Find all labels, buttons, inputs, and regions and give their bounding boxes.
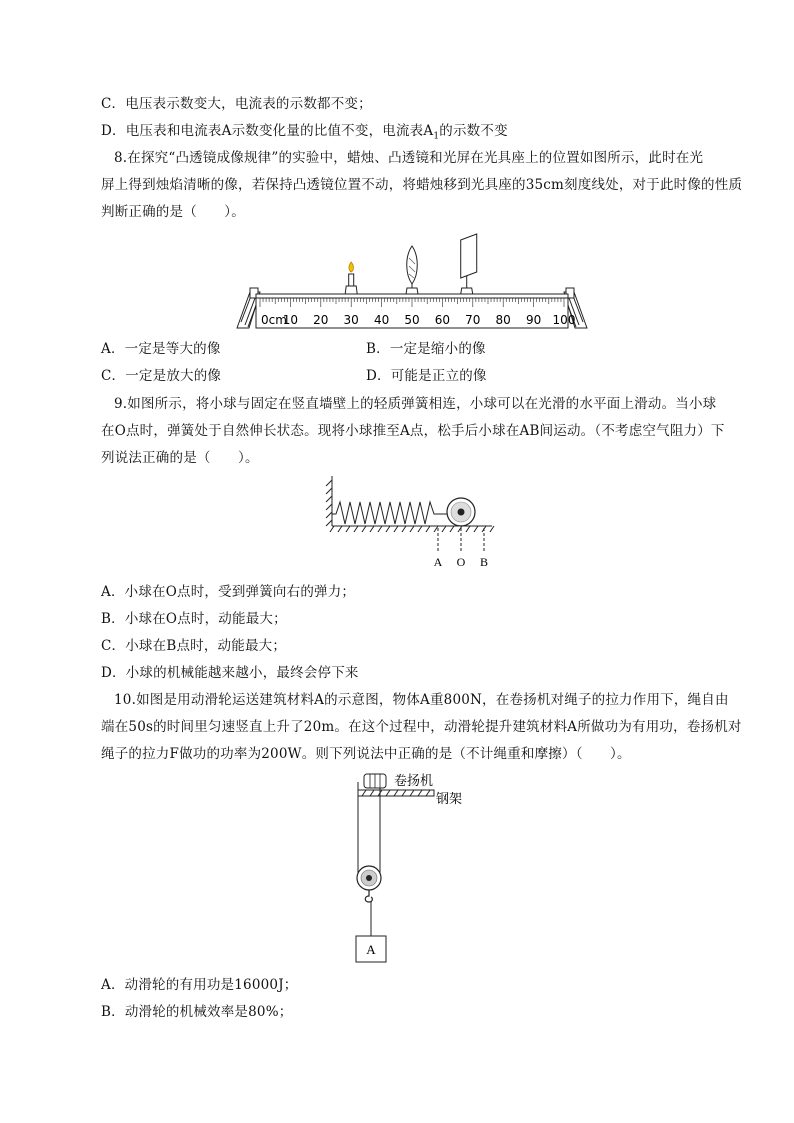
q7-option-c: C．电压表示数变大，电流表的示数都不变；	[101, 96, 372, 112]
ruler-label: 100	[552, 313, 576, 327]
wall	[326, 476, 332, 526]
q8-option-c: C．一定是放大的像	[101, 368, 222, 384]
q10-option-a: A．动滑轮的有用功是16000J；	[101, 977, 298, 993]
ruler-label: 40	[373, 313, 390, 327]
pulley-figure	[340, 770, 500, 965]
q9-stem-line2: 在O点时，弹簧处于自然伸长状态。现将小球推至A点，松手后小球在AB间运动。（不考虑空气阻力）下	[101, 423, 725, 439]
steel-frame	[358, 790, 434, 796]
label-b: B	[479, 555, 489, 569]
candle-icon	[345, 262, 357, 294]
ruler-label: 20	[313, 313, 329, 327]
ruler-label: 30	[343, 313, 359, 327]
q9-option-b: B．小球在O点时，动能最大；	[101, 611, 287, 627]
q8-option-d: D．可能是正立的像	[366, 368, 487, 384]
ruler-label: 50	[404, 313, 420, 327]
q7-option-d-subscript: 1	[433, 131, 440, 142]
q9-option-d: D．小球的机械能越来越小，最终会停下来	[101, 665, 359, 681]
q8-option-a: A．一定是等大的像	[101, 341, 221, 357]
q9-option-a: A．小球在O点时，受到弹簧向右的弹力；	[101, 584, 356, 600]
ball-icon	[447, 498, 475, 526]
q8-option-b: B．一定是缩小的像	[366, 341, 486, 357]
ruler-label: 10	[282, 313, 299, 327]
ruler-label: 0cm	[261, 313, 287, 327]
bench-rail	[256, 294, 568, 298]
movable-pulley-icon	[357, 866, 381, 890]
winch-label: 卷扬机	[394, 774, 434, 789]
q7-option-d-main: D．电压表和电流表A示数变化量的比值不变，电流表A	[101, 123, 434, 139]
light-screen-icon	[461, 234, 477, 294]
optical-bench-figure	[232, 230, 592, 332]
q9-stem-line1: 9.如图所示，将小球与固定在竖直墙壁上的轻质弹簧相连，小球可以在光滑的水平面上滑动。当小球	[114, 396, 717, 412]
ruler-label: 60	[434, 313, 451, 327]
spring-ball-figure	[320, 472, 505, 572]
q8-stem-line2: 屏上得到烛焰清晰的像，若保持凸透镜位置不动，将蜡烛移到光具座的35cm刻度线处，对于此时像的性质	[101, 177, 743, 193]
label-a: A	[433, 555, 443, 569]
q10-stem-line1: 10.如图是用动滑轮运送建筑材料A的示意图，物体A重800N，在卷扬机对绳子的拉力作用下，绳自由	[114, 692, 729, 708]
floor	[330, 526, 494, 532]
convex-lens-icon	[406, 246, 418, 294]
block-a-label: A	[366, 942, 376, 957]
winch-icon	[364, 774, 386, 788]
hook-icon	[365, 890, 372, 902]
q9-option-c: C．小球在B点时，动能最大；	[101, 638, 287, 654]
q8-stem-line3: 判断正确的是（ ）。	[101, 204, 245, 220]
q7-option-d-end: 的示数不变	[439, 123, 508, 139]
ruler-label: 80	[495, 313, 511, 327]
q8-stem-line1: 8.在探究“凸透镜成像规律”的实验中，蜡烛、凸透镜和光屏在光具座上的位置如图所示，此时在光	[114, 150, 704, 166]
q10-option-b: B．动滑轮的机械效率是80%；	[101, 1004, 293, 1020]
ruler-label: 70	[465, 313, 481, 327]
q9-stem-line3: 列说法正确的是（ ）。	[101, 450, 259, 466]
frame-label: 钢架	[436, 792, 463, 807]
spring-icon	[332, 502, 447, 524]
q7-option-d	[101, 122, 508, 146]
q10-stem-line2: 端在50s的时间里匀速竖直上升了20m。在这个过程中，动滑轮提升建筑材料A所做功为有用功，卷扬机对	[101, 719, 742, 735]
ruler-label: 90	[525, 313, 542, 327]
q10-stem-line3: 绳子的拉力F做功的功率为200W。则下列说法中正确的是（不计绳重和摩擦）（ ）。	[101, 746, 631, 762]
label-o: O	[456, 555, 466, 569]
